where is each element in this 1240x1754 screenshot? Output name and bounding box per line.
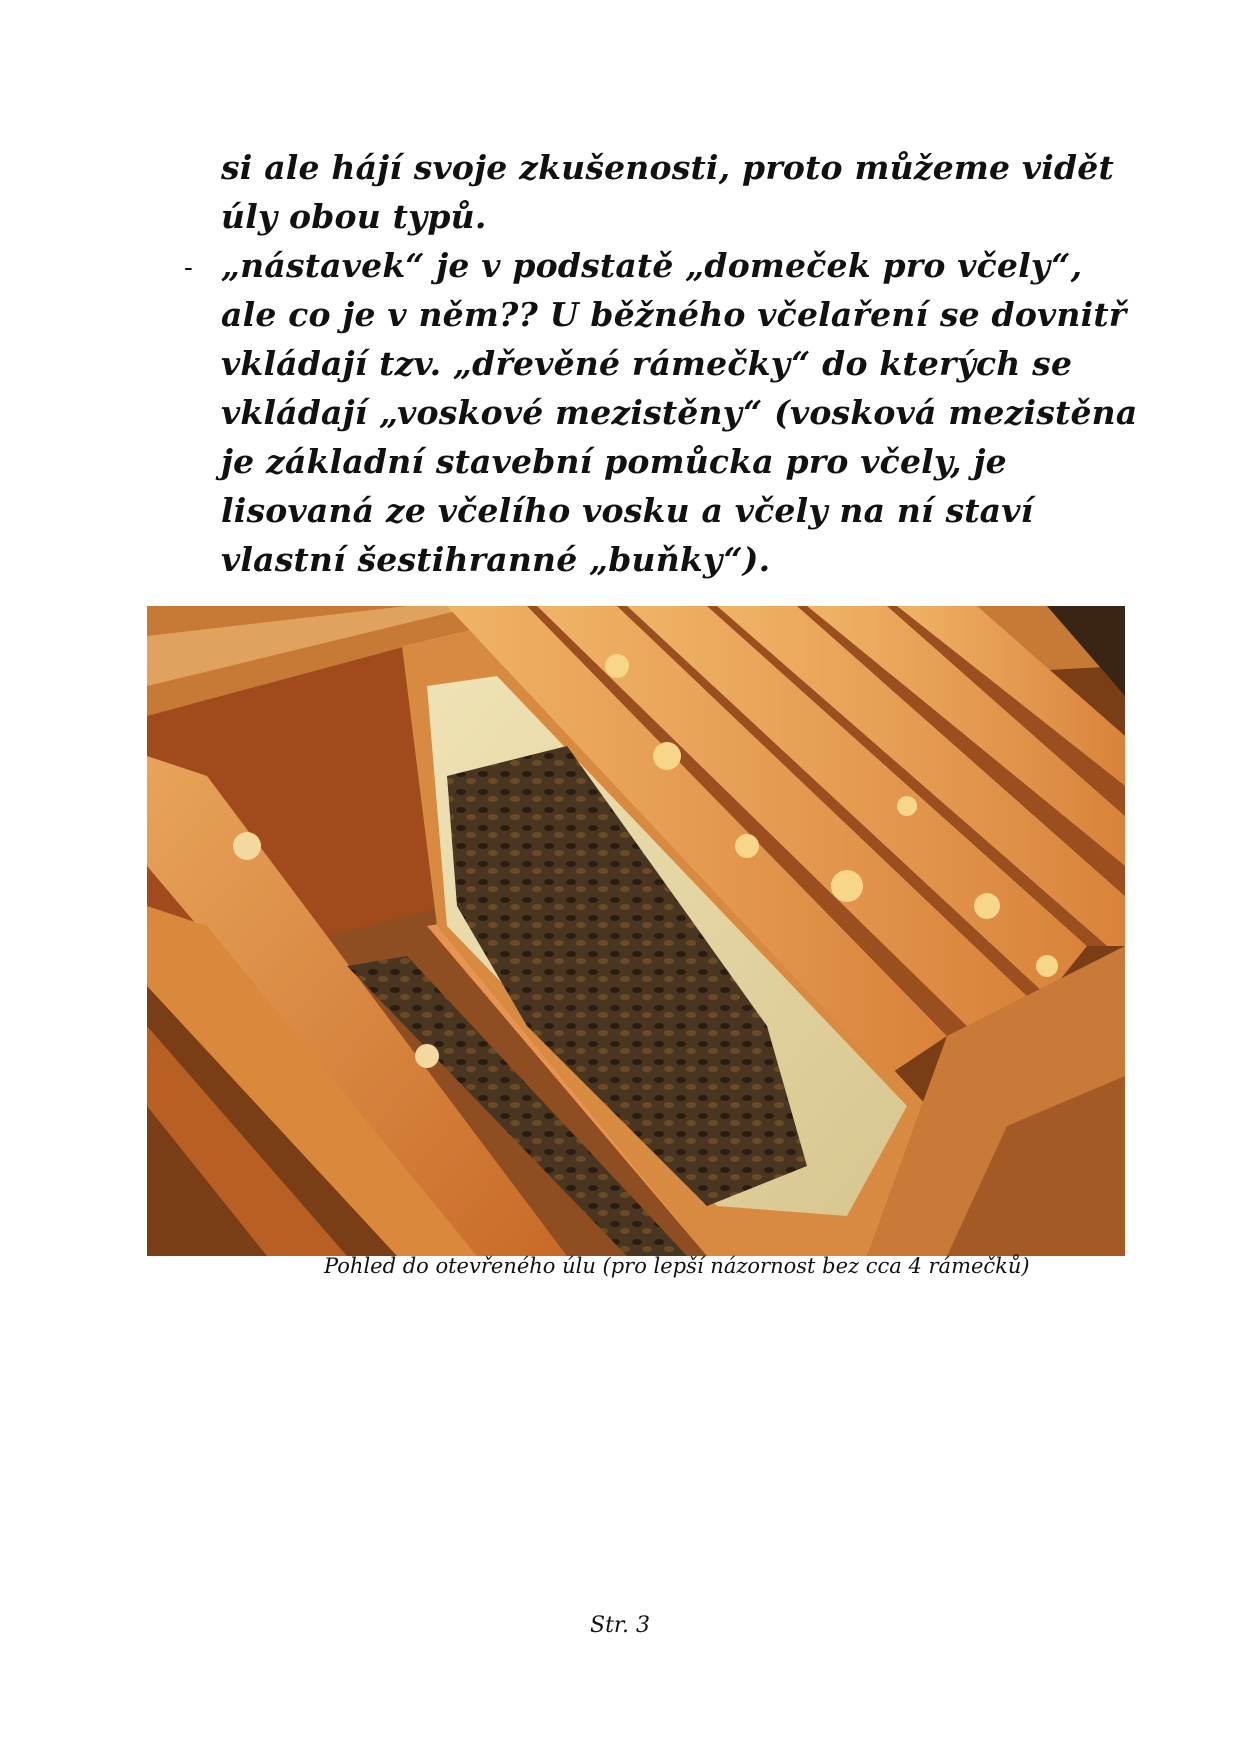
bullet-marker: -: [184, 253, 193, 283]
beehive-photo: [147, 606, 1125, 1256]
body-paragraph-bullet: „nástavek“ je v podstatě „domeček pro včely“, ale co je v něm?? U běžného včelaření se dovnitř vkládají tzv. „dřevěné rámečky“ do kterých se vkládají „voskové mezistěny“ (vosková mezistěna je základní stavební pomůcka pro včely, je lisovaná ze včelího vosku a včely na ní staví vlastní šestihranné „buňky“).: [221, 246, 1138, 579]
figure-caption: Pohled do otevřeného úlu (pro lepší názornost bez cca 4 rámečků): [324, 1254, 1030, 1278]
beehive-illustration: [147, 606, 1125, 1256]
page-number: Str. 3: [590, 1613, 650, 1638]
body-paragraph-continuation: si ale hájí svoje zkušenosti, proto můžeme vidět úly obou typů.: [221, 148, 1114, 236]
